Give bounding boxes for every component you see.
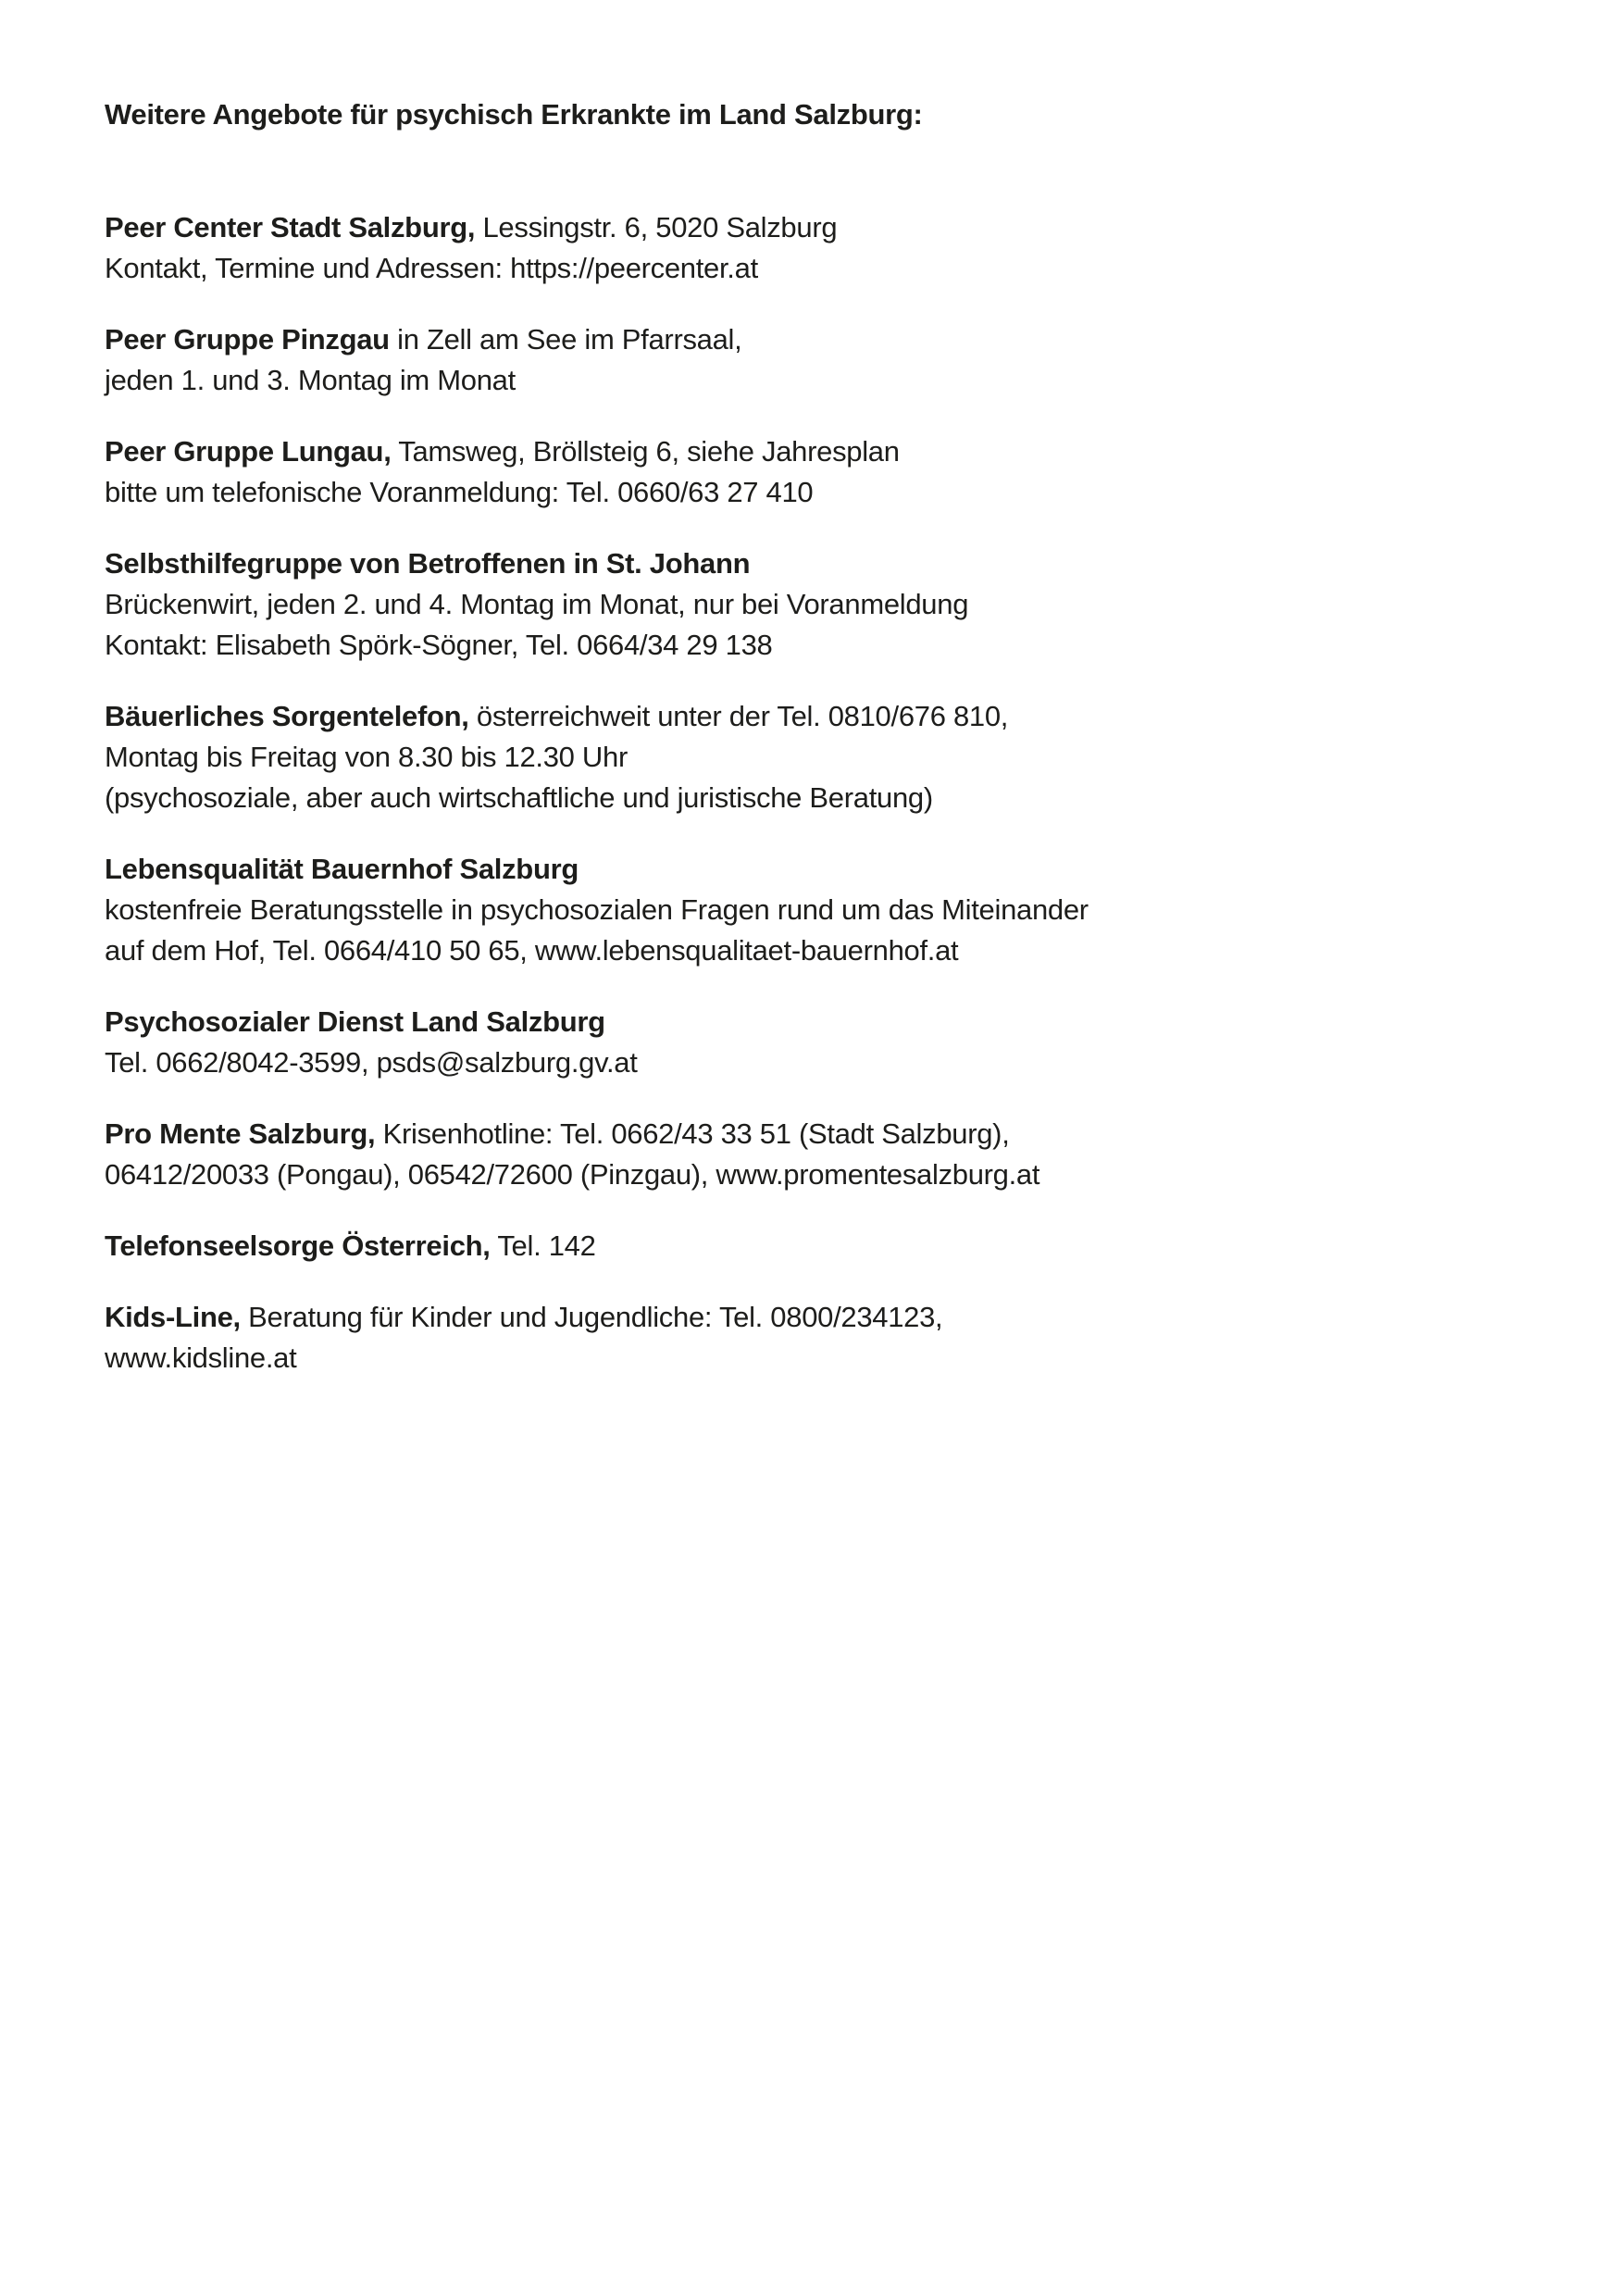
entry-psychosozialer-dienst [105, 1002, 1535, 1083]
service-name: Peer Gruppe Pinzgau [105, 323, 390, 356]
entry-baeuerliches-sorgentelefon [105, 696, 1535, 818]
entry-selbsthilfegruppe-st-johann [105, 543, 1535, 666]
service-name: Lebensqualität Bauernhof Salzburg [105, 853, 579, 885]
service-line: jeden 1. und 3. Montag im Monat [105, 364, 516, 396]
entry-peer-gruppe-pinzgau [105, 319, 1535, 401]
service-name: Bäuerliches Sorgentelefon, [105, 700, 469, 732]
service-line: Tel. 0662/8042-3599, psds@salzburg.gv.at [105, 1046, 638, 1079]
service-line: kostenfreie Beratungsstelle in psychosozialen Fragen rund um das Miteinander [105, 893, 1089, 926]
service-detail: Tamsweg, Bröllsteig 6, siehe Jahresplan [391, 435, 900, 468]
service-detail: in Zell am See im Pfarrsaal, [389, 323, 742, 356]
service-line: Brückenwirt, jeden 2. und 4. Montag im Monat, nur bei Voranmeldung [105, 588, 969, 620]
service-name: Kids-Line, [105, 1301, 241, 1333]
service-line: (psychosoziale, aber auch wirtschaftliche und juristische Beratung) [105, 781, 933, 814]
service-line: Kontakt, Termine und Adressen: https://peercenter.at [105, 252, 758, 284]
page-title: Weitere Angebote für psychisch Erkrankte im Land Salzburg: [105, 98, 923, 131]
service-name: Psychosozialer Dienst Land Salzburg [105, 1005, 605, 1038]
service-name: Peer Gruppe Lungau, [105, 435, 392, 468]
service-detail: Lessingstr. 6, 5020 Salzburg [475, 211, 838, 243]
service-line: bitte um telefonische Voranmeldung: Tel. 0660/63 27 410 [105, 476, 814, 508]
service-detail: österreichweit unter der Tel. 0810/676 810, [468, 700, 1009, 732]
service-detail: Tel. 142 [490, 1229, 596, 1262]
entry-pro-mente-salzburg [105, 1114, 1535, 1195]
service-detail: Krisenhotline: Tel. 0662/43 33 51 (Stadt Salzburg), [375, 1117, 1010, 1150]
service-line: auf dem Hof, Tel. 0664/410 50 65, www.lebensqualitaet-bauernhof.at [105, 934, 959, 967]
service-line: Kontakt: Elisabeth Spörk-Sögner, Tel. 0664/34 29 138 [105, 629, 773, 661]
service-name: Peer Center Stadt Salzburg, [105, 211, 476, 243]
service-line: Montag bis Freitag von 8.30 bis 12.30 Uhr [105, 741, 628, 773]
service-detail: Beratung für Kinder und Jugendliche: Tel. 0800/234123, [240, 1301, 943, 1333]
service-name: Pro Mente Salzburg, [105, 1117, 376, 1150]
service-name: Selbsthilfegruppe von Betroffenen in St. Johann [105, 547, 751, 580]
service-name: Telefonseelsorge Österreich, [105, 1229, 491, 1262]
entry-lebensqualitaet-bauernhof [105, 849, 1535, 971]
service-line: 06412/20033 (Pongau), 06542/72600 (Pinzgau), www.promentesalzburg.at [105, 1158, 1040, 1191]
entry-peer-center-stadt-salzburg [105, 207, 1535, 289]
entry-telefonseelsorge [105, 1226, 1535, 1267]
entry-kids-line [105, 1297, 1535, 1379]
service-line: www.kidsline.at [105, 1341, 297, 1374]
entry-peer-gruppe-lungau [105, 431, 1535, 513]
